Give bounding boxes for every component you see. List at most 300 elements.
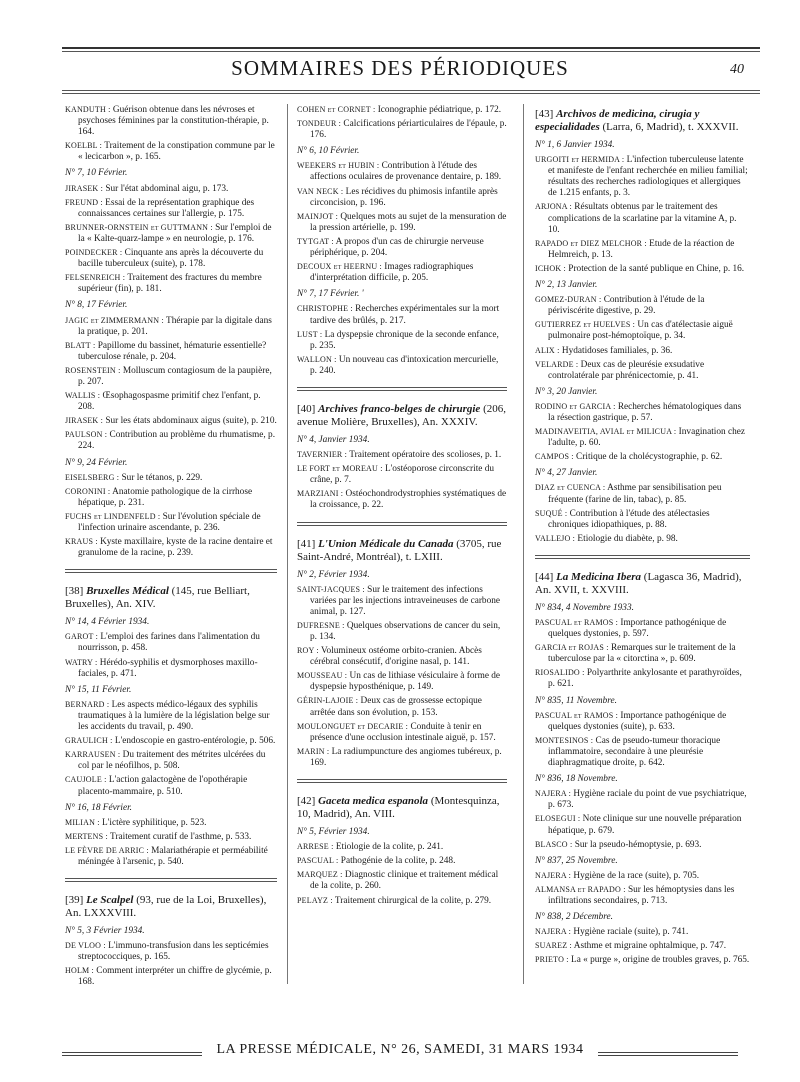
entry-author: POINDECKER : (65, 248, 123, 258)
page-number: 40 (730, 62, 744, 77)
issue-heading: N° 2, Février 1934. (297, 569, 370, 580)
issue-heading: N° 7, 10 Février. (65, 168, 128, 179)
article-entry (65, 735, 277, 747)
entry-author: HOLM : (65, 966, 94, 976)
article-entry (535, 238, 750, 261)
entry-title: Images radiographiques d'interprétation difficile, p. 205. (310, 262, 474, 284)
article-entry (535, 154, 750, 199)
section-divider (297, 387, 507, 391)
entry-title: Remarques sur le traitement de la tuberculose par la « citorctina », p. 609. (548, 643, 736, 665)
entry-author: MARQUEZ : (297, 870, 343, 880)
article-entry (297, 584, 507, 618)
entry-title: Traitement chirurgical de la colite, p. 279. (332, 895, 492, 906)
article-entry (535, 813, 750, 836)
entry-author: ALMANSA et RAPADO : (535, 884, 626, 894)
column-3 (535, 104, 750, 968)
entry-author: WATRY : (65, 657, 98, 667)
entry-title: Calcifications périarticulaires de l'épaule, p. 176. (310, 119, 507, 141)
issue-heading: N° 4, 27 Janvier. (535, 468, 598, 479)
entry-title: Deux cas de grossesse ectopique arrêtée dans son évolution, p. 153. (310, 696, 482, 718)
entry-author: DECOUX et HEERNU : (297, 262, 382, 272)
entry-author: BLATT : (65, 340, 96, 350)
entry-author: JIRASEK : (65, 183, 104, 193)
entry-author: PASCUAL et RAMOS : (535, 618, 619, 627)
entry-title: Anatomie pathologique de la cirrhose hépatique, p. 231. (78, 486, 253, 508)
entry-title: L'action galactogène de l'opothérapie placento-mammaire, p. 510. (78, 775, 248, 797)
journal-number: [42] (297, 795, 316, 808)
entry-author: SUAREZ : (535, 941, 572, 951)
article-entry (535, 345, 750, 357)
journal-number: [41] (297, 537, 316, 550)
article-entry (535, 884, 750, 907)
entry-title: Importance pathogénique de quelques dystonies, p. 597. (548, 618, 727, 640)
section-divider (297, 779, 507, 783)
entry-author: MARZIANI : (297, 489, 344, 499)
article-entry (65, 365, 277, 388)
entry-author: BERNARD : (65, 699, 110, 709)
article-entry (65, 774, 277, 797)
entry-title: La radiumpuncture des angiomes tubéreux, p. 169. (310, 746, 502, 768)
entry-title: Les aspects médico-légaux des syphilis traumatiques à la lumière de la législation belge sur les accidents du travail, p. 490. (78, 699, 270, 733)
entry-title: Thérapie par la digitale dans la pratique, p. 201. (78, 315, 272, 337)
entry-title: L'immuno-transfusion dans les septicémies streptococciques, p. 165. (78, 941, 269, 963)
article-entry (297, 620, 507, 643)
article-entry (297, 329, 507, 352)
entry-author: PRIETO : (535, 955, 569, 965)
issue-heading: N° 15, 11 Février. (65, 684, 132, 695)
entry-author: FREUND : (65, 197, 103, 207)
entry-title: Ostéochondrodystrophies systématiques de la croissance, p. 22. (310, 489, 507, 511)
article-entry (535, 839, 750, 851)
article-entry (535, 735, 750, 769)
article-entry (65, 415, 277, 427)
entry-title: Sur les états abdominaux aigus (suite), p. 210. (103, 416, 277, 427)
article-entry (535, 294, 750, 317)
entry-title: Asthme et migraine ophtalmique, p. 747. (571, 941, 727, 952)
article-entry (535, 401, 750, 424)
entry-title: Molluscum contagiosum de la paupière, p. 207. (78, 365, 272, 387)
entry-author: NAJERA : (535, 927, 572, 937)
header-rule (62, 90, 760, 91)
entry-title: L'ictère syphilitique, p. 523. (99, 817, 207, 828)
entry-title: L'infection tuberculeuse latente et manifeste de l'enfant recherchée en milieu familial; résultats des recherches radiologiques et allergiques de 1.215 enfants, p. 3. (548, 155, 748, 199)
journal-heading (297, 538, 507, 564)
entry-title: Sur les hémoptysies dans les infiltrations secondaires, p. 713. (548, 884, 735, 906)
entry-title: Hygiène raciale (suite), p. 741. (571, 927, 689, 938)
entry-title: Sur la pseudo-hémoptysie, p. 693. (572, 839, 702, 850)
entry-title: Iconographie pédiatrique, p. 172. (375, 105, 502, 115)
article-entry (535, 508, 750, 531)
entry-author: NAJERA : (535, 789, 572, 799)
article-entry (535, 533, 750, 545)
entry-title: Critique de la cholécystographie, p. 62. (573, 452, 723, 463)
entry-title: Traitement des fractures du membre supérieur (fin), p. 181. (78, 273, 262, 295)
entry-author: ELOSEGUI : (535, 814, 581, 824)
entry-title: La dyspepsie chronique de la seconde enfance, p. 235. (310, 329, 499, 351)
entry-author: KARRAUSEN : (65, 750, 121, 760)
entry-title: Pathogénie de la colite, p. 248. (338, 856, 456, 867)
article-entry (535, 870, 750, 882)
entry-author: KOELBL : (65, 141, 103, 151)
entry-author: PASCUAL et RAMOS : (535, 710, 619, 720)
article-entry (297, 695, 507, 718)
article-entry (65, 272, 277, 295)
journal-details: (Larra, 6, Madrid), t. XXXVII. (599, 121, 739, 133)
entry-author: ARRESE : (297, 842, 334, 852)
header-rule (62, 47, 760, 49)
entry-author: BRUNNER-ORNSTEIN et GUTTMANN : (65, 222, 213, 232)
entry-title: Comment interpréter un chiffre de glycémie, p. 168. (78, 966, 272, 988)
entry-title: Quelques observations de cancer du sein, p. 134. (310, 620, 501, 642)
issue-heading: N° 5, Février 1934. (297, 827, 370, 838)
article-entry (535, 359, 750, 382)
journal-details: (145, rue Belliart, Bruxelles), An. XIV. (65, 585, 250, 611)
column-1 (65, 104, 277, 991)
entry-author: CORONINI : (65, 486, 111, 496)
entry-author: JAGIC et ZIMMERMANN : (65, 315, 164, 325)
entry-author: GRAULICH : (65, 736, 113, 746)
entry-title: A propos d'un cas de chirurgie nerveuse périphérique, p. 204. (310, 236, 484, 259)
entry-author: MOUSSEAU : (297, 671, 348, 681)
entry-author: MOULONGUET et DECARIE : (297, 721, 409, 731)
journal-details: (Lagasca 36, Madrid), An. XVII, t. XXVIII. (535, 570, 742, 596)
article-entry (297, 841, 507, 853)
article-entry (65, 536, 277, 559)
entry-title: Deux cas de pleurésie exsudative controlatérale par phrénicectomie, p. 41. (548, 359, 705, 381)
entry-author: GARCIA et ROJAS : (535, 643, 609, 653)
entry-title: Sur le traitement des infections variées par les injections intraveineuses de carbone animal, p. 127. (310, 584, 500, 617)
entry-title: Contribution à l'étude de la périviscérite digestive, p. 29. (548, 295, 705, 317)
entry-title: Etiologie du diabète, p. 98. (575, 533, 678, 544)
journal-details: (3705, rue Saint-André, Montréal), t. LXIII. (297, 537, 502, 563)
journal-number: [43] (535, 108, 554, 120)
article-entry (65, 657, 277, 680)
entry-author: ROY : (297, 646, 319, 656)
article-entry (297, 895, 507, 907)
entry-author: GÉRIN-LAJOIE : (297, 696, 359, 706)
article-entry (65, 197, 277, 220)
article-entry (297, 211, 507, 234)
entry-title: Contribution à l'étude des atélectasies chroniques idiopathiques, p. 88. (548, 508, 710, 530)
entry-title: Quelques mots au sujet de la mensuration de la pression artérielle, p. 199. (310, 211, 507, 233)
entry-title: Hydatidoses familiales, p. 36. (559, 345, 673, 356)
entry-author: URGOITI et HERMIDA : (535, 155, 625, 165)
article-entry (297, 186, 507, 209)
entry-author: VELARDE : (535, 359, 579, 369)
entry-author: VAN NECK : (297, 186, 344, 196)
entry-author: NAJERA : (535, 870, 572, 880)
article-entry (65, 486, 277, 509)
article-entry (297, 104, 507, 116)
article-entry (535, 617, 750, 640)
entry-author: CHRISTOPHE : (297, 304, 353, 314)
article-entry (65, 699, 277, 733)
article-entry (535, 319, 750, 342)
article-entry (65, 390, 277, 413)
entry-author: SAINT-JACQUES : (297, 584, 365, 594)
article-entry (535, 940, 750, 952)
entry-author: COHEN et CORNET : (297, 105, 376, 114)
entry-author: JIRASEK : (65, 416, 104, 426)
entry-title: Recherches expérimentales sur la mort tardive des brûlés, p. 217. (310, 304, 500, 326)
issue-heading: N° 8, 17 Février. (65, 300, 128, 311)
entry-title: Hygiène de la race (suite), p. 705. (571, 870, 700, 881)
journal-heading (297, 403, 507, 429)
entry-title: Sur l'emploi de la « Kalte-quarz-lampe » en neurologie, p. 176. (78, 222, 272, 244)
entry-title: Du traitement des métrites ulcérées du col par le néofilhos, p. 508. (78, 750, 266, 772)
article-entry (65, 817, 277, 829)
entry-author: SUQUÉ : (535, 508, 568, 518)
entry-author: PELAYZ : (297, 895, 333, 905)
entry-author: ARJONA : (535, 202, 572, 212)
issue-heading: N° 3, 20 Janvier. (535, 386, 598, 397)
article-entry (65, 104, 277, 138)
entry-author: ROSENSTEIN : (65, 365, 121, 375)
entry-title: Note clinique sur une nouvelle préparation hépatique, p. 679. (548, 814, 742, 836)
entry-author: CAMPOS : (535, 452, 574, 462)
journal-name: Archives franco-belges de chirurgie (318, 402, 481, 415)
page-title: SOMMAIRES DES PÉRIODIQUES (231, 56, 569, 80)
entry-title: Polyarthrite ankylosante et parathyroïdes, p. 621. (548, 668, 742, 690)
article-entry (65, 340, 277, 363)
entry-title: Contribution à l'étude des affections oculaires de provenance dentaire, p. 189. (310, 161, 502, 183)
entry-title: Sur l'évolution spéciale de l'infection urinaire ascendante, p. 236. (78, 511, 261, 533)
article-entry (297, 160, 507, 183)
issue-heading: N° 14, 4 Février 1934. (65, 617, 150, 628)
article-entry (535, 263, 750, 275)
entry-title: Kyste maxillaire, kyste de la racine dentaire et granulome de la racine, p. 239. (78, 537, 273, 559)
entry-author: RAPADO et DIEZ MELCHOR : (535, 238, 647, 248)
article-entry (65, 845, 277, 868)
entry-title: Un nouveau cas d'intoxication mercurielle, p. 240. (310, 354, 499, 376)
entry-title: Hygiène raciale du point de vue psychiatrique, p. 673. (548, 789, 747, 811)
article-entry (297, 488, 507, 511)
article-entry (535, 482, 750, 505)
article-entry (65, 140, 277, 163)
entry-author: MERTENS : (65, 831, 108, 841)
issue-heading: N° 2, 13 Janvier. (535, 280, 598, 291)
entry-author: DIAZ et CUENCA : (535, 483, 606, 493)
entry-title: Un cas de lithiase vésiculaire à forme de dyspepsie hyposthénique, p. 149. (310, 671, 501, 693)
entry-title: Les récidives du phimosis infantile après circoncision, p. 196. (310, 186, 498, 208)
issue-heading: N° 834, 4 Novembre 1933. (535, 602, 634, 613)
entry-author: RODINO et GARCIA : (535, 401, 616, 411)
article-entry (297, 236, 507, 259)
section-divider (535, 555, 750, 559)
entry-title: Protection de la santé publique en Chine, p. 16. (565, 263, 745, 274)
article-entry (65, 511, 277, 534)
entry-title: Cas de pseudo-tumeur thoracique inflammatoire, secondaire à une pleurésie diaphragmatique droite, p. 642. (548, 735, 721, 769)
entry-title: Sur l'état abdominal aigu, p. 173. (103, 183, 229, 194)
column-divider (287, 104, 288, 984)
article-entry (65, 940, 277, 963)
entry-title: Asthme par sensibilisation peu fréquente (farine de lin, tabac), p. 85. (548, 483, 722, 505)
entry-author: WALLIS : (65, 391, 101, 401)
entry-author: FUCHS et LINDENFELD : (65, 511, 161, 521)
entry-title: Recherches hématologiques dans la résection gastrique, p. 57. (548, 401, 742, 423)
article-entry (65, 831, 277, 843)
header-rule (62, 93, 760, 94)
journal-name: Archivos de medicina, cirugia y especialidades (535, 108, 700, 133)
journal-heading (535, 108, 750, 134)
footer-rule (598, 1052, 738, 1056)
entry-author: MADINAVEITIA, AVIAL et MILICUA : (535, 427, 677, 437)
entry-author: TONDEUR : (297, 119, 342, 129)
journal-details: (93, rue de la Loi, Bruxelles), An. LXXXVIII. (65, 894, 267, 920)
journal-name: Bruxelles Médical (86, 585, 169, 598)
article-entry (297, 746, 507, 769)
entry-author: GUTIERREZ et HUELVES : (535, 320, 636, 330)
entry-title: L'endoscopie en gastro-entérologie, p. 506. (112, 736, 276, 747)
entry-author: RIOSALIDO : (535, 668, 585, 678)
entry-title: Œsophagospasme primitif chez l'enfant, p. 208. (78, 391, 261, 413)
article-entry (297, 869, 507, 892)
footer-text: LA PRESSE MÉDICALE, N° 26, SAMEDI, 31 MARS 1934 (216, 1042, 584, 1057)
entry-title: Importance pathogénique de quelques dystonies (suite), p. 633. (548, 710, 727, 732)
entry-title: L'ostéoporose circonscrite du crâne, p. 7. (310, 464, 495, 486)
article-entry (297, 463, 507, 486)
issue-heading: N° 836, 18 Novembre. (535, 774, 618, 785)
entry-title: Diagnostic clinique et traitement médical de la colite, p. 260. (310, 870, 499, 892)
entry-author: TYTGAT : (297, 236, 334, 246)
entry-title: Guérison obtenue dans les névroses et psychoses féminines par la constitution-thérapie, p. 164. (78, 105, 269, 138)
article-entry (297, 354, 507, 377)
entry-author: KRAUS : (65, 537, 98, 547)
article-entry (535, 710, 750, 733)
entry-title: Papillome du bassinet, hématurie essentielle? tuberculose rénale, p. 204. (78, 340, 267, 362)
entry-author: VALLEJO : (535, 533, 576, 543)
entry-author: GOMEZ-DURAN : (535, 295, 602, 305)
entry-title: Résultats obtenus par le traitement des complications de la scarlatine par la vitamine A, p. 10. (548, 202, 737, 235)
column-divider (523, 104, 524, 984)
journal-details: (206, avenue Molière, Bruxelles), An. XXXIV. (297, 402, 506, 428)
entry-author: MAINJOT : (297, 211, 338, 221)
issue-heading: N° 7, 17 Février. ' (297, 289, 364, 300)
entry-title: Malariathérapie et perméabilité méningée à l'arsenic, p. 540. (78, 845, 268, 867)
entry-author: TAVERNIER : (297, 450, 348, 460)
article-entry (65, 247, 277, 270)
article-entry (535, 926, 750, 938)
issue-heading: N° 5, 3 Février 1934. (65, 926, 145, 937)
entry-author: PAULSON : (65, 430, 108, 440)
journal-heading (535, 571, 750, 597)
section-divider (65, 569, 277, 573)
journal-name: L'Union Médicale du Canada (318, 537, 454, 550)
entry-title: Sur le tétanos, p. 229. (119, 472, 203, 483)
entry-title: Un cas d'atélectasie aiguë pulmonaire post-hémoptoïque, p. 34. (548, 320, 733, 342)
issue-heading: N° 4, Janvier 1934. (297, 434, 370, 445)
journal-number: [44] (535, 570, 554, 583)
article-entry (65, 965, 277, 988)
issue-heading: N° 9, 24 Février. (65, 457, 128, 468)
journal-number: [39] (65, 894, 84, 907)
entry-author: WALLON : (297, 354, 337, 364)
article-entry (297, 449, 507, 461)
issue-heading: N° 16, 18 Février. (65, 802, 132, 813)
entry-author: LE FORT et MOREAU : (297, 464, 383, 474)
issue-heading: N° 835, 11 Novembre. (535, 695, 617, 706)
entry-title: Contribution au problème du rhumatisme, p. 224. (78, 430, 276, 452)
entry-author: DUFRESNE : (297, 620, 345, 630)
article-entry (297, 670, 507, 693)
article-entry (65, 429, 277, 452)
entry-title: Traitement opératoire des scolioses, p. 1. (347, 450, 502, 461)
article-entry (65, 183, 277, 195)
article-entry (65, 315, 277, 338)
entry-author: FELSENREICH : (65, 273, 126, 283)
entry-author: GAROT : (65, 632, 99, 642)
entry-title: La « purge », origine de troubles graves, p. 765. (568, 955, 750, 966)
entry-author: KANDUTH : (65, 105, 111, 114)
article-entry (297, 645, 507, 668)
article-entry (535, 451, 750, 463)
entry-author: LE FÈVRE DE ARRIC : (65, 845, 149, 855)
article-entry (297, 721, 507, 744)
issue-heading: N° 6, 10 Février. (297, 146, 360, 157)
entry-title: Etude de la réaction de Helmreich, p. 13. (548, 238, 735, 260)
article-entry (535, 642, 750, 665)
entry-author: PASCUAL : (297, 856, 339, 866)
entry-author: ICHOK : (535, 263, 566, 273)
article-entry (297, 303, 507, 326)
journal-number: [38] (65, 585, 84, 598)
entry-title: Hérédo-syphilis et dysmorphoses maxillo-faciales, p. 471. (78, 657, 258, 679)
journal-heading (65, 894, 277, 920)
journal-name: La Medicina Ibera (556, 570, 642, 583)
entry-author: LUST : (297, 329, 323, 339)
entry-author: MILIAN : (65, 817, 100, 827)
article-entry (535, 426, 750, 449)
entry-title: L'emploi des farines dans l'alimentation du nourrisson, p. 458. (78, 632, 260, 654)
article-entry (535, 954, 750, 966)
entry-title: Volumineux ostéome orbito-cranien. Abcès cérébral consécutif, d'origine nasal, p. 141. (310, 646, 482, 668)
entry-title: Cinquante ans après la découverte du bacille tuberculeux (suite), p. 178. (78, 248, 264, 270)
entry-author: EISELSBERG : (65, 472, 120, 482)
journal-name: Le Scalpel (86, 894, 134, 907)
entry-title: Essai de la représentation graphique des connaissances certaines sur l'allergie, p. 175. (78, 197, 255, 219)
article-entry (65, 222, 277, 245)
journal-number: [40] (297, 402, 316, 415)
entry-author: MARIN : (297, 746, 330, 756)
journal-details: (Montesquinza, 10, Madrid), An. VIII. (297, 795, 500, 821)
entry-author: WEEKERS et HUBIN : (297, 161, 380, 171)
article-entry (65, 749, 277, 772)
entry-author: DE VLOO : (65, 941, 106, 951)
article-entry (535, 788, 750, 811)
entry-author: CAUJOLE : (65, 775, 107, 785)
entry-author: ALIX : (535, 345, 560, 355)
article-entry (535, 201, 750, 235)
entry-title: Invagination chez l'adulte, p. 60. (548, 427, 746, 449)
section-divider (297, 522, 507, 526)
journal-heading (65, 585, 277, 611)
entry-author: BLASCO : (535, 839, 573, 849)
issue-heading: N° 837, 25 Novembre. (535, 855, 618, 866)
section-divider (65, 878, 277, 882)
entry-title: Traitement de la constipation commune par le « lecicarbon », p. 165. (78, 141, 275, 163)
issue-heading: N° 1, 6 Janvier 1934. (535, 140, 615, 150)
article-entry (65, 631, 277, 654)
article-entry (297, 855, 507, 867)
article-entry (65, 472, 277, 484)
journal-name: Gaceta medica espanola (318, 795, 429, 808)
article-entry (535, 667, 750, 690)
article-entry (297, 261, 507, 284)
column-2 (297, 104, 507, 909)
entry-author: MONTESINOS : (535, 735, 594, 745)
issue-heading: N° 838, 2 Décembre. (535, 912, 613, 923)
entry-title: Traitement curatif de l'asthme, p. 533. (107, 831, 252, 842)
